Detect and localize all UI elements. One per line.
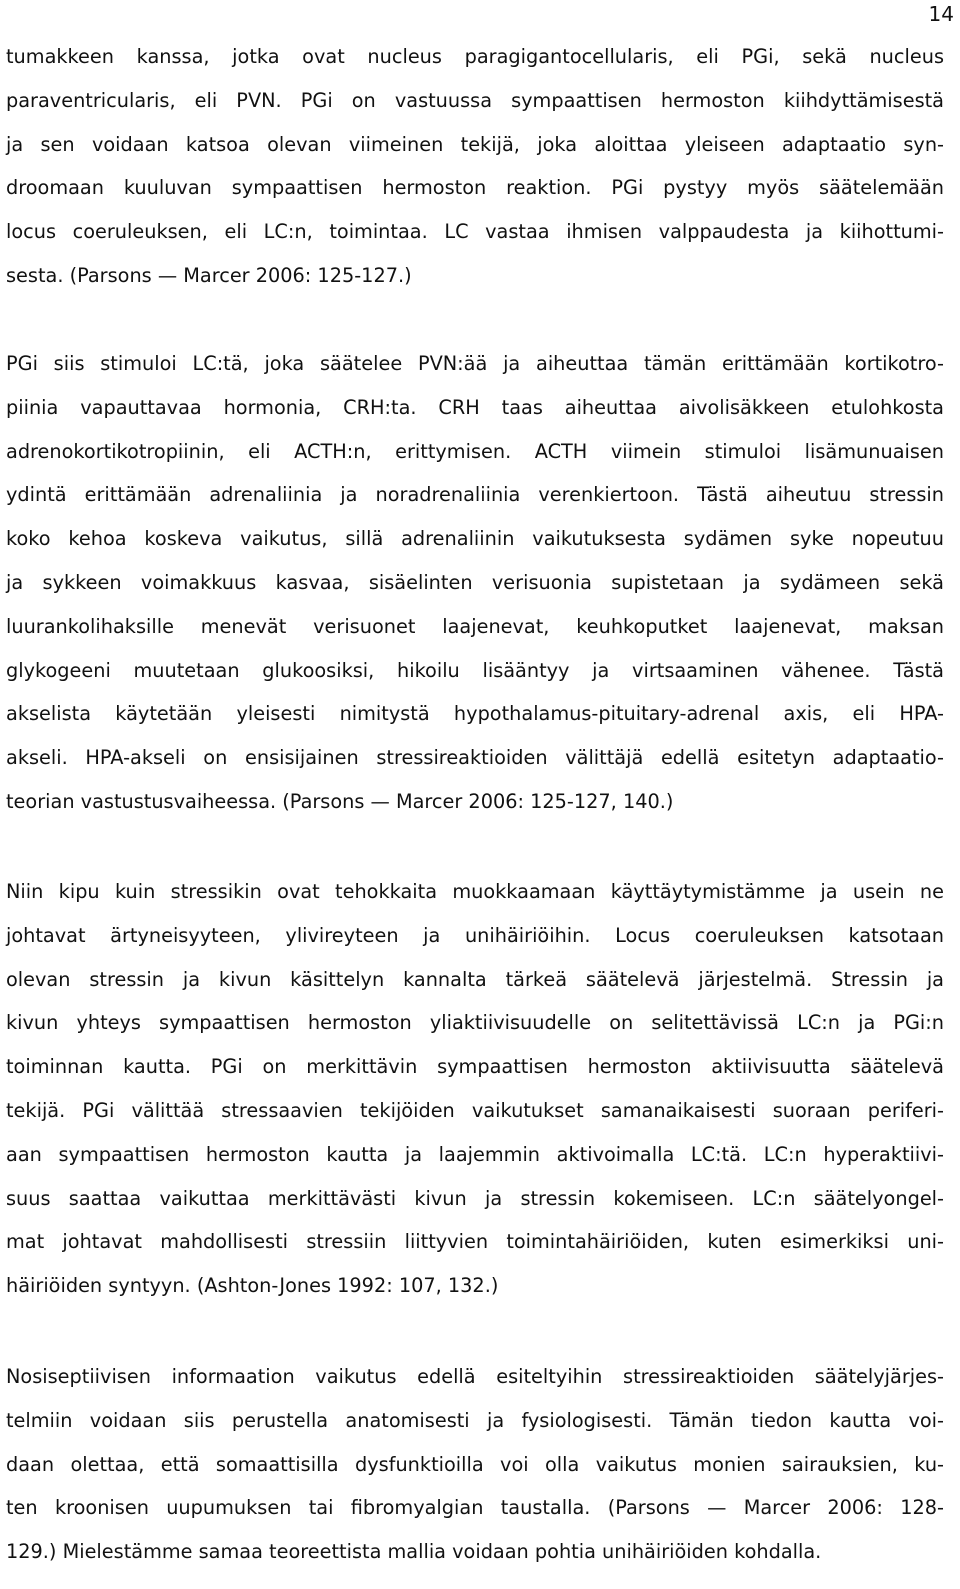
text-line: paraventricularis, eli PVN. PGi on vastuussa sympaattisen hermoston kiihdyttämisestä	[6, 88, 944, 112]
text-line: ten kroonisen uupumuksen tai fibromyalgian taustalla. (Parsons — Marcer 2006: 128-	[6, 1496, 944, 1520]
text-line: glykogeeni muutetaan glukoosiksi, hikoilu lisääntyy ja virtsaaminen vähenee. Tästä	[6, 658, 944, 682]
paragraph-2	[6, 342, 944, 824]
text-line: ja sen voidaan katsoa olevan viimeinen tekijä, joka aloittaa yleiseen adaptaatio syn-	[6, 132, 944, 156]
text-line: droomaan kuuluvan sympaattisen hermoston reaktion. PGi pystyy myös säätelemään	[6, 176, 944, 200]
text-line: akseli. HPA-akseli on ensisijainen stressireaktioiden välittäjä edellä esitetyn adaptaatio-	[6, 746, 944, 770]
text-line: suus saattaa vaikuttaa merkittävästi kivun ja stressin kokemiseen. LC:n säätelyongel-	[6, 1186, 944, 1210]
text-line: häiriöiden syntyyn. (Ashton-Jones 1992: 107, 132.)	[6, 1274, 499, 1298]
text-line: olevan stressin ja kivun käsittelyn kannalta tärkeä säätelevä järjestelmä. Stressin ja	[6, 967, 944, 991]
text-line: johtavat ärtyneisyyteen, ylivireyteen ja unihäiriöihin. Locus coeruleuksen katsotaan	[6, 923, 944, 947]
text-line: adrenokortikotropiinin, eli ACTH:n, erittymisen. ACTH viimein stimuloi lisämunuaisen	[6, 439, 944, 463]
text-line: akselista käytetään yleisesti nimitystä hypothalamus-pituitary-adrenal axis, eli HPA-	[6, 702, 944, 726]
text-line: telmiin voidaan siis perustella anatomisesti ja fysiologisesti. Tämän tiedon kautta voi-	[6, 1408, 944, 1432]
text-line: 129.) Mielestämme samaa teoreettista mallia voidaan pohtia unihäiriöiden kohdalla.	[6, 1540, 822, 1564]
text-line: tumakkeen kanssa, jotka ovat nucleus paragigantocellularis, eli PGi, sekä nucleus	[6, 45, 944, 68]
paragraph-1	[6, 35, 944, 298]
text-line: aan sympaattisen hermoston kautta ja laajemmin aktivoimalla LC:tä. LC:n hyperaktiivi-	[6, 1142, 944, 1166]
text-line: luurankolihaksille menevät verisuonet laajenevat, keuhkoputket laajenevat, maksan	[6, 614, 944, 638]
text-line: ydintä erittämään adrenaliinia ja noradrenaliinia verenkiertoon. Tästä aiheutuu stressin	[6, 483, 944, 507]
text-line: locus coeruleuksen, eli LC:n, toimintaa. LC vastaa ihmisen valppaudesta ja kiihottumi-	[6, 220, 944, 244]
text-line: toiminnan kautta. PGi on merkittävin sympaattisen hermoston aktiivisuutta säätelevä	[6, 1055, 944, 1079]
text-line: Nosiseptiivisen informaation vaikutus edellä esiteltyihin stressireaktioiden säätelyjärjes-	[6, 1365, 944, 1388]
paragraph-4	[6, 1355, 944, 1574]
text-line: daan olettaa, että somaattisilla dysfunktioilla voi olla vaikutus monien sairauksien, ku-	[6, 1452, 944, 1476]
text-line: mat johtavat mahdollisesti stressiin liittyvien toimintahäiriöiden, kuten esimerkiksi uni-	[6, 1230, 944, 1254]
text-line: piinia vapauttavaa hormonia, CRH:ta. CRH taas aiheuttaa aivolisäkkeen etulohkosta	[6, 395, 944, 419]
text-line: PGi siis stimuloi LC:tä, joka säätelee PVN:ää ja aiheuttaa tämän erittämään kortikotro-	[6, 352, 944, 375]
text-line: sesta. (Parsons — Marcer 2006: 125-127.)	[6, 263, 412, 287]
text-line: teorian vastustusvaiheessa. (Parsons — Marcer 2006: 125-127, 140.)	[6, 789, 674, 813]
text-line: koko kehoa koskeva vaikutus, sillä adrenaliinin vaikutuksesta sydämen syke nopeutuu	[6, 527, 944, 551]
text-line: tekijä. PGi välittää stressaavien tekijöiden vaikutukset samanaikaisesti suoraan periferi-	[6, 1098, 944, 1122]
page-number: 14	[928, 2, 954, 26]
text-line: ja sykkeen voimakkuus kasvaa, sisäelinten verisuonia supistetaan ja sydämeen sekä	[6, 570, 944, 594]
paragraph-3	[6, 870, 944, 1308]
text-line: Niin kipu kuin stressikin ovat tehokkaita muokkaamaan käyttäytymistämme ja usein ne	[6, 880, 944, 903]
text-line: kivun yhteys sympaattisen hermoston yliaktiivisuudelle on selitettävissä LC:n ja PGi:n	[6, 1011, 944, 1035]
